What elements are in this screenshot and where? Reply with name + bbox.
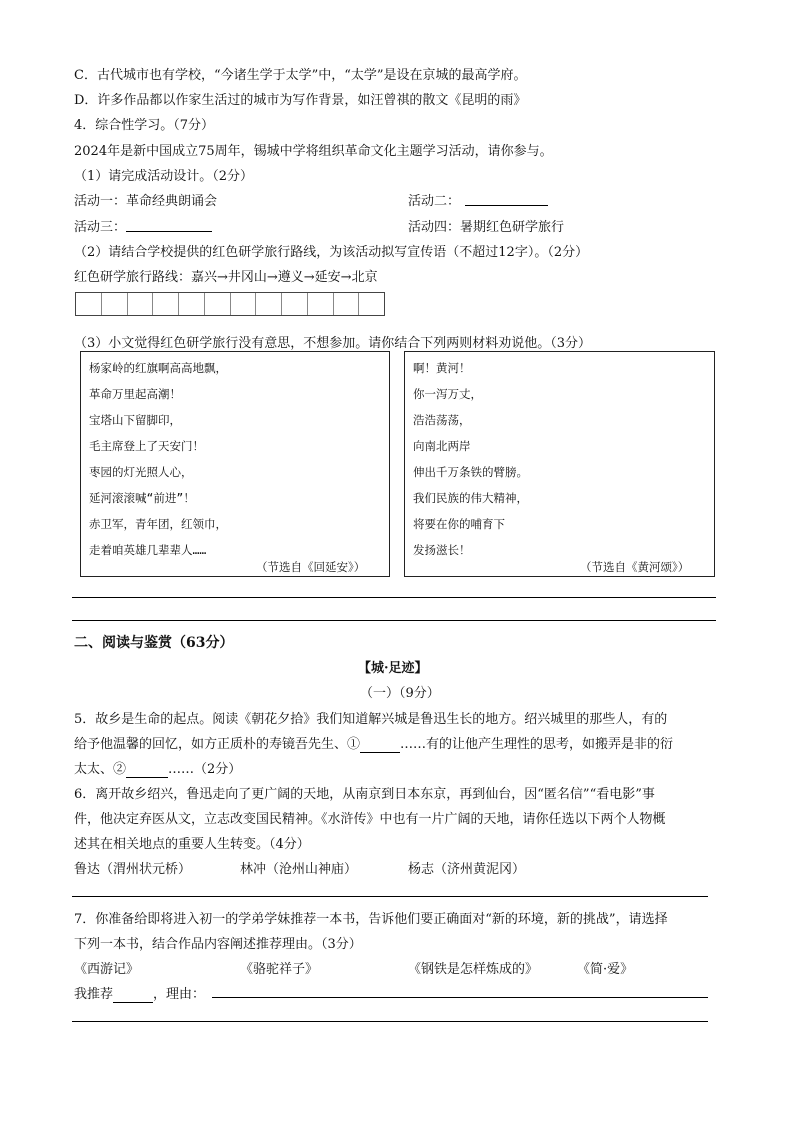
answer-line[interactable] xyxy=(72,620,716,621)
answer-line[interactable] xyxy=(72,1021,708,1022)
poem1-line: 延河滚滚喊“前进”！ xyxy=(89,491,195,505)
grid-cell[interactable] xyxy=(308,293,334,315)
blank-1[interactable] xyxy=(360,737,400,753)
question-6-line1: 6．离开故乡绍兴，鲁迅走向了更广阔的天地，从南京到日本东京，再到仙台，因“匿名信”“看电影”事 xyxy=(74,787,655,802)
activity-3-label: 活动三： xyxy=(74,220,127,235)
grid-cell[interactable] xyxy=(359,293,384,315)
question-5-line1: 5．故乡是生命的起点。阅读《朝花夕拾》我们知道解兴城是鲁迅生长的地方。绍兴城里的那些人，有的 xyxy=(74,712,668,727)
activity-2-blank[interactable] xyxy=(465,205,548,206)
section-title: 二、阅读与鉴赏（63分） xyxy=(74,635,234,651)
poem2-line: 啊！黄河！ xyxy=(413,361,471,375)
grid-cell[interactable] xyxy=(282,293,308,315)
grid-cell[interactable] xyxy=(179,293,205,315)
poem2-line: 我们民族的伟大精神， xyxy=(413,491,528,505)
question-6-line2: 件，他决定弃医从文，立志改变国民精神。《水浒传》中也有一片广阔的天地，请你任选以下两个人物概 xyxy=(74,812,666,827)
question-5-line3 xyxy=(74,758,241,778)
poem2-line: 你一泻万丈， xyxy=(413,387,482,401)
poem2-source: （节选自《黄河颂》） xyxy=(580,560,690,574)
poem1-line: 宝塔山下留脚印， xyxy=(89,413,181,427)
poem1-line: 赤卫军，青年团，红领巾， xyxy=(89,517,227,531)
poem1-line: 杨家岭的红旗啊高高地飘， xyxy=(89,361,227,375)
question-4-title: 4．综合性学习。（7分） xyxy=(74,118,215,133)
answer-line[interactable] xyxy=(72,597,716,598)
grid-cell[interactable] xyxy=(153,293,179,315)
activity-1: 活动一：革命经典朗诵会 xyxy=(74,194,218,209)
sub-question-3: （3）小文觉得红色研学旅行没有意思，不想参加。请你结合下列两则材料劝说他。（3分） xyxy=(74,336,592,351)
option-d: D．许多作品都以作家生活过的城市为写作背景，如汪曾祺的散文《昆明的雨》 xyxy=(74,93,527,108)
answer-line[interactable] xyxy=(72,896,708,897)
character-3: 杨志（济州黄泥冈） xyxy=(408,862,526,877)
part-label: （一）（9分） xyxy=(360,686,440,701)
book-option-4: 《简·爱》 xyxy=(577,962,634,977)
grid-cell[interactable] xyxy=(76,293,102,315)
grid-cell[interactable] xyxy=(334,293,360,315)
reason-blank[interactable] xyxy=(212,997,708,998)
question-5-line2 xyxy=(74,733,673,753)
activity-2-label: 活动二： xyxy=(408,194,461,209)
grid-cell[interactable] xyxy=(231,293,257,315)
blank-2[interactable] xyxy=(126,762,168,778)
character-1: 鲁达（渭州状元桥） xyxy=(74,862,192,877)
book-option-2: 《骆驼祥子》 xyxy=(240,962,319,977)
question-6-line3: 述其在相关地点的重要人生转变。（4分） xyxy=(74,837,310,852)
poem1-line: 走着咱英雄几辈辈人…… xyxy=(89,543,207,557)
poem2-line: 向南北两岸 xyxy=(413,439,471,453)
poem1-line: 革命万里起高潮！ xyxy=(89,387,181,401)
sub-question-1: （1）请完成活动设计。（2分） xyxy=(74,169,254,184)
route-text: 红色研学旅行路线：嘉兴→井冈山→遵义→延安→北京 xyxy=(74,270,378,285)
slogan-answer-grid[interactable] xyxy=(75,292,385,316)
poem2-line: 伸出千万条铁的臂膀。 xyxy=(413,465,528,479)
question-5-text: 太太、② xyxy=(74,762,127,777)
recommend-label: 我推荐 xyxy=(74,987,114,1002)
poem1-source: （节选自《回延安》） xyxy=(256,560,366,574)
activity-3-blank[interactable] xyxy=(126,231,212,232)
question-7-line1: 7．你准备给即将进入初一的学弟学妹推荐一本书，告诉他们要正确面对“新的环境，新的挑战”，请选择 xyxy=(74,912,668,927)
poem2-line: 浩浩荡荡， xyxy=(413,413,471,427)
poem-box-hui-yanan xyxy=(80,351,390,577)
grid-cell[interactable] xyxy=(102,293,128,315)
poem2-line: 将要在你的哺育下 xyxy=(413,517,505,531)
grid-cell[interactable] xyxy=(256,293,282,315)
activity-4: 活动四：暑期红色研学旅行 xyxy=(408,220,565,235)
poem1-line: 毛主席登上了天安门！ xyxy=(89,439,204,453)
question-4-intro: 2024年是新中国成立75周年，锡城中学将组织革命文化主题学习活动，请你参与。 xyxy=(74,144,553,159)
question-5-text: 给予他温馨的回忆，如方正质朴的寿镜吾先生、① xyxy=(74,737,361,752)
book-option-3: 《钢铁是怎样炼成的》 xyxy=(408,962,539,977)
grid-cell[interactable] xyxy=(205,293,231,315)
book-option-1: 《西游记》 xyxy=(74,962,140,977)
sub-question-2: （2）请结合学校提供的红色研学旅行路线，为该活动拟写宣传语（不超过12字）。（2分） xyxy=(74,245,589,260)
question-5-points: ……（2分） xyxy=(168,762,242,777)
poem2-line: 发扬滋长！ xyxy=(413,543,471,557)
question-7-line2: 下列一本书，结合作品内容阐述推荐理由。（3分） xyxy=(74,937,362,952)
section-subtitle: 【城·足迹】 xyxy=(358,661,428,676)
poem1-line: 枣园的灯光照人心， xyxy=(89,465,193,479)
recommend-blank[interactable] xyxy=(113,987,153,1003)
reason-label: ，理由： xyxy=(153,987,206,1002)
grid-cell[interactable] xyxy=(128,293,154,315)
question-5-text-cont: ……有的让他产生理性的思考，如搬弄是非的衍 xyxy=(400,737,674,752)
poem-box-huanghe-song xyxy=(404,351,715,577)
character-2: 林冲（沧州山神庙） xyxy=(240,862,358,877)
option-c: C．古代城市也有学校，“今诸生学于太学”中，“太学”是设在京城的最高学府。 xyxy=(74,68,527,83)
recommend-line xyxy=(74,983,205,1003)
